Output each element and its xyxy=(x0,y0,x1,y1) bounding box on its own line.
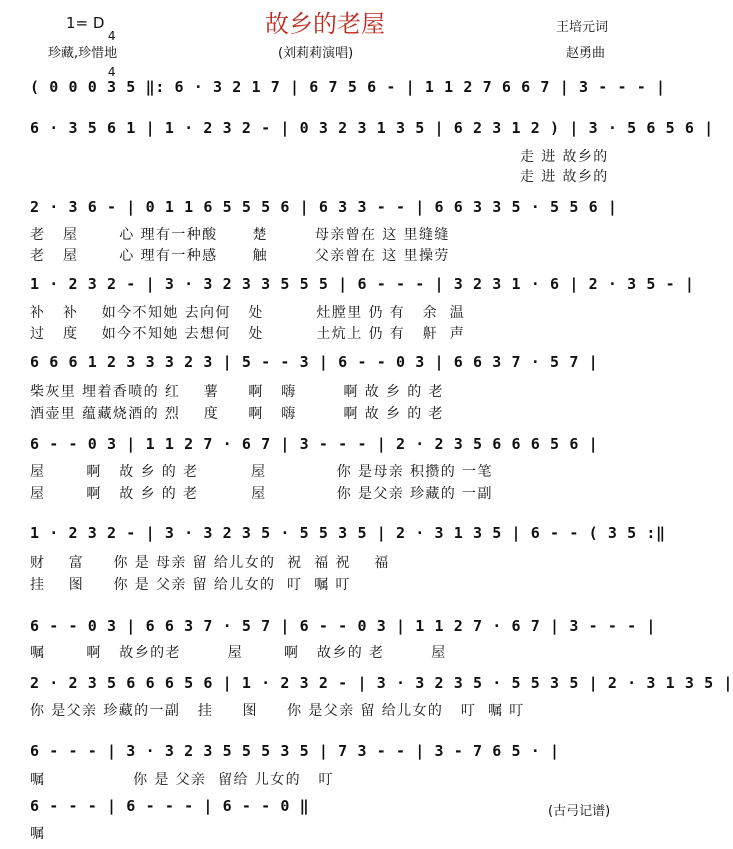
lyric-line: 走 进 故乡的 xyxy=(520,169,609,185)
notation-line: 6 6 6 1 2 3 3 3 2 3 | 5 - - 3 | 6 - - 0 3 | 6 6 3 7 · 5 7 | xyxy=(30,353,599,371)
lyricist: 王培元词 xyxy=(556,20,609,35)
tempo-expression: 珍藏,珍惜地 xyxy=(48,46,118,61)
performer: (刘莉莉演唱) xyxy=(278,46,354,61)
meter-bottom: 4 xyxy=(107,65,116,79)
meter-top: 4 xyxy=(107,29,116,43)
notation-line: 6 - - - | 6 - - - | 6 - - 0 ‖ xyxy=(30,797,310,815)
lyric-line: 嘱 xyxy=(30,826,46,842)
lyric-line: 补 补 如今不知她 去向何 处 灶膛里 仍 有 余 温 xyxy=(30,305,466,321)
notation-line: 6 · 3 5 6 1 | 1 · 2 3 2 - | 0 3 2 3 1 3 5 | 6 2 3 1 2 ) | 3 · 5 6 5 6 | xyxy=(30,119,714,137)
lyric-line: 嘱 你 是 父亲 留给 儿女的 叮 xyxy=(30,772,334,788)
lyric-line: 你 是父亲 珍藏的一副 挂 图 你 是父亲 留 给儿女的 叮 嘱 叮 xyxy=(30,703,525,719)
lyric-line: 酒壶里 蕴藏烧酒的 烈 度 啊 嗨 啊 故 乡 的 老 xyxy=(30,406,444,422)
lyric-line: 嘱 啊 故乡的老 屋 啊 故乡的 老 屋 xyxy=(30,645,447,661)
song-title: 故乡的老屋 xyxy=(265,10,385,38)
notation-line: 6 - - 0 3 | 1 1 2 7 · 6 7 | 3 - - - | 2 · 2 3 5 6 6 6 5 6 | xyxy=(30,435,599,453)
transcriber: (古弓记谱) xyxy=(548,804,611,819)
composer: 赵勇曲 xyxy=(566,46,606,61)
lyric-line: 财 富 你 是 母亲 留 给儿女的 祝 福 祝 福 xyxy=(30,555,390,571)
notation-line: 2 · 2 3 5 6 6 6 5 6 | 1 · 2 3 2 - | 3 · 3 2 3 5 · 5 5 3 5 | 2 · 3 1 3 5 | xyxy=(30,674,733,692)
notation-line: ( 0 0 0 3 5 ‖: 6 · 3 2 1 7 | 6 7 5 6 - | 1 1 2 7 6 6 7 | 3 - - - | xyxy=(30,78,666,96)
notation-line: 6 - - - | 3 · 3 2 3 5 5 5 3 5 | 7 3 - - | 3 - 7 6 5 · | xyxy=(30,742,560,760)
lyric-line: 柴灰里 埋着香喷的 红 薯 啊 嗨 啊 故 乡 的 老 xyxy=(30,384,444,400)
notation-line: 1 · 2 3 2 - | 3 · 3 2 3 5 · 5 5 3 5 | 2 · 3 1 3 5 | 6 - - ( 3 5 :‖ xyxy=(30,524,666,542)
notation-line: 1 · 2 3 2 - | 3 · 3 2 3 3 5 5 5 | 6 - - - | 3 2 3 1 · 6 | 2 · 3 5 - | xyxy=(30,275,695,293)
lyric-line: 挂 图 你 是 父亲 留 给儿女的 叮 嘱 叮 xyxy=(30,577,351,593)
lyric-line: 老 屋 心 理有一种感 触 父亲曾在 这 里操劳 xyxy=(30,248,450,264)
lyric-line: 屋 啊 故 乡 的 老 屋 你 是母亲 积攒的 一笔 xyxy=(30,464,493,480)
notation-line: 2 · 3 6 - | 0 1 1 6 5 5 5 6 | 6 3 3 - - | 6 6 3 3 5 · 5 5 6 | xyxy=(30,198,618,216)
lyric-line: 屋 啊 故 乡 的 老 屋 你 是父亲 珍藏的 一副 xyxy=(30,486,493,502)
key-signature: 1= D xyxy=(66,14,105,32)
notation-line: 6 - - 0 3 | 6 6 3 7 · 5 7 | 6 - - 0 3 | 1 1 2 7 · 6 7 | 3 - - - | xyxy=(30,617,656,635)
lyric-line: 过 度 如今不知她 去想何 处 土炕上 仍 有 鼾 声 xyxy=(30,326,466,342)
lyric-line: 走 进 故乡的 xyxy=(520,149,609,165)
lyric-line: 老 屋 心 理有一种酸 楚 母亲曾在 这 里缝缝 xyxy=(30,227,450,243)
